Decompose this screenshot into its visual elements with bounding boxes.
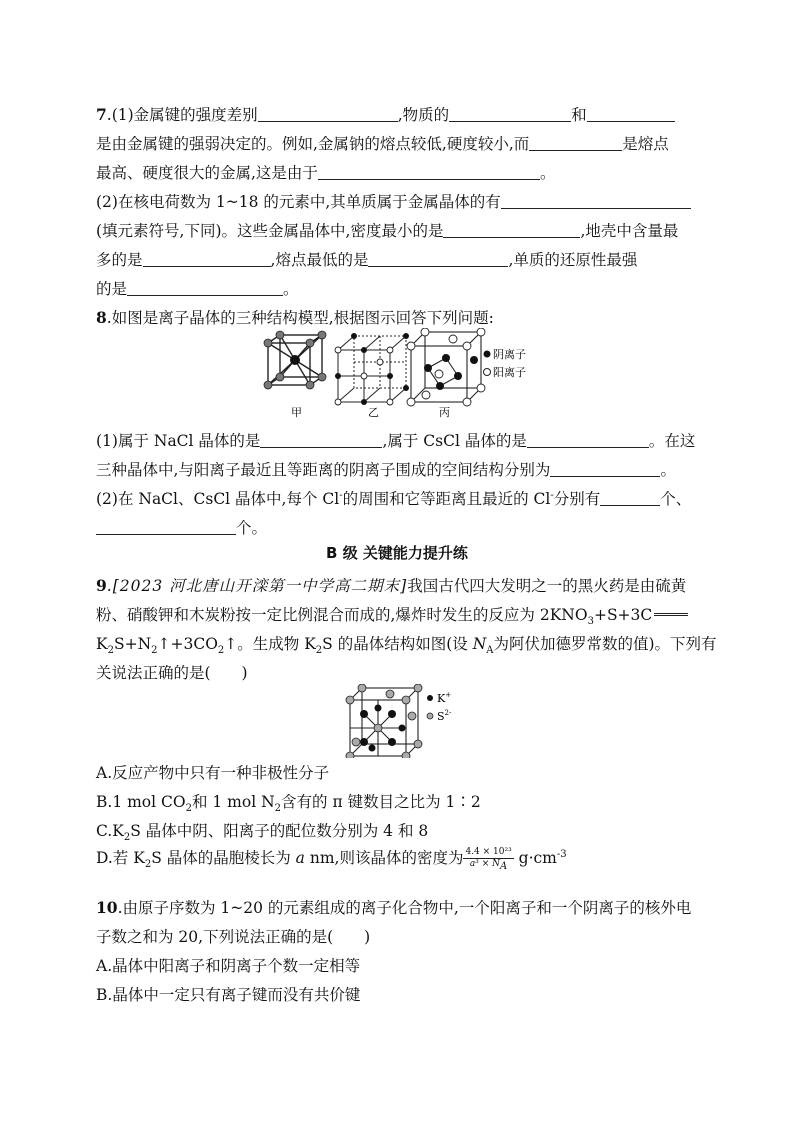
legend-anion: 阴离子 [493, 348, 526, 361]
q7-blank-2[interactable] [449, 107, 571, 122]
q10-number: 10 [96, 898, 118, 917]
q9-figure [342, 684, 462, 758]
q10-line-2: 子数之和为 20,下列说法正确的是( ) [96, 928, 371, 946]
label-jia: 甲 [291, 406, 302, 419]
q7-blank-3[interactable] [587, 107, 675, 122]
q9-line-1: 9.[2023 河北唐山开滦第一中学高二期末]我国古代四大发明之一的黑火药是由硫黄 [96, 576, 687, 595]
reaction-arrow [654, 613, 688, 616]
q9-line-3: $K_2S+N_2↑+3CO_2↑$。生成物 $K_2S$ 的晶体结构如图(设 $N_A$为阿伏加德罗常数的值)。下列有 [96, 635, 717, 657]
q9-line-2: 粉、硝酸钾和木炭粉按一定比例混合而成的,爆炸时发生的反应为 $2KNO_3+S+3C$ [96, 603, 688, 627]
q8-blank-2[interactable] [527, 433, 649, 448]
density-fraction: $\frac{\text{4.4 × 10²³}}{a^3 \times N_A}$ [465, 846, 512, 872]
label-yi: 乙 [368, 406, 379, 419]
s-legend-dot [427, 713, 433, 719]
q7-blank-8[interactable] [143, 252, 271, 267]
q9-option-d: D.若 $K_2S$ 晶体的晶胞棱长为 a nm,则该晶体的密度为 $\frac{\text{4.4 × 10²³}}{a^3 \times N_A}$ $g\cdot cm^{-3}$ [96, 846, 567, 872]
q7-line-1: 7.(1)金属键的强度差别 ,物质的 和 [96, 103, 675, 125]
k-legend-dot [427, 695, 433, 701]
q8-blank-4[interactable] [600, 491, 660, 506]
q7-line-7: 的是 。 [96, 280, 299, 298]
q7-blank-7[interactable] [443, 223, 580, 238]
q8-stem: 8.如图是离子晶体的三种结构模型,根据图示回答下列问题: [96, 308, 494, 327]
q8-line-1: (1)属于 NaCl 晶体的是 ,属于 CsCl 晶体的是 。在这 [96, 432, 696, 450]
q10-option-b: B.晶体中一定只有离子键而没有共价键 [96, 986, 361, 1004]
q7-line-3: 最高、硬度很大的金属,这是由于 。 [96, 164, 556, 182]
q8-number: 8 [96, 308, 107, 327]
q7-blank-5[interactable] [318, 165, 540, 180]
q9-source: .[2023 河北唐山开滦第一中学高二期末] [106, 577, 408, 595]
svg-text:S2-: $S^{2-}$ [437, 709, 452, 723]
q7-line-6: 多的是 ,熔点最低的是 ,单质的还原性最强 [96, 251, 638, 269]
legend-cation: 阳离子 [493, 366, 526, 379]
section-title: B 级 关键能力提升练 [326, 544, 468, 562]
q8-blank-3[interactable] [550, 462, 660, 477]
q7-number: 7 [96, 105, 107, 124]
legend-s: S [437, 710, 445, 723]
q9-line-4: 关说法正确的是( ) [96, 664, 248, 682]
q9-option-a: A.反应产物中只有一种非极性分子 [96, 764, 330, 782]
svg-text:K+: K+ [437, 691, 452, 705]
q7-blank-6[interactable] [501, 194, 691, 209]
cation-legend-dot [484, 369, 491, 376]
center-ion [290, 355, 300, 365]
q10-option-a: A.晶体中阳离子和阴离子个数一定相等 [96, 957, 361, 975]
q7-blank-10[interactable] [127, 281, 283, 296]
structure-yi [338, 336, 406, 402]
q10-line-1: 10.由原子序数为 1~20 的元素组成的离子化合物中,一个阳离子和一个阴离子的核外电 [96, 898, 692, 917]
label-bing: 丙 [439, 406, 450, 419]
q7-line-4: (2)在核电荷数为 1~18 的元素中,其单质属于金属晶体的有 [96, 190, 691, 212]
q7-blank-9[interactable] [368, 252, 508, 267]
q8-blank-1[interactable] [260, 433, 382, 448]
q8-line-3: (2)在 NaCl、CsCl 晶体中,每个 Cl-的周围和它等距离且最近的 Cl-分别有 个、 [96, 489, 692, 508]
q7-blank-4[interactable] [529, 136, 622, 151]
q7-blank-1[interactable] [258, 107, 398, 122]
q8-figure [258, 328, 548, 420]
q9-option-b: B.1 mol $CO_2$和 1 mol $N_2$含有的 π 键数目之比为 1∶2 [96, 793, 481, 815]
q8-line-4: 个。 [96, 516, 267, 538]
legend-k: K [437, 692, 446, 705]
q8-blank-5[interactable] [96, 520, 236, 535]
q7-line-2: 是由金属键的强弱决定的。例如,金属钠的熔点较低,硬度较小,而 是熔点 [96, 135, 669, 153]
q9-number: 9 [96, 576, 107, 595]
structure-bing [411, 332, 481, 402]
q7-line-5: (填元素符号,下同)。这些金属晶体中,密度最小的是 ,地壳中含量最 [96, 222, 679, 240]
q9-option-c: $C.K_2S$ 晶体中阴、阳离子的配位数分别为 4 和 8 [96, 822, 429, 844]
anion-legend-dot [484, 351, 491, 358]
q8-line-2: 三种晶体中,与阳离子最近且等距离的阴离子围成的空间结构分别为 。 [96, 461, 676, 479]
